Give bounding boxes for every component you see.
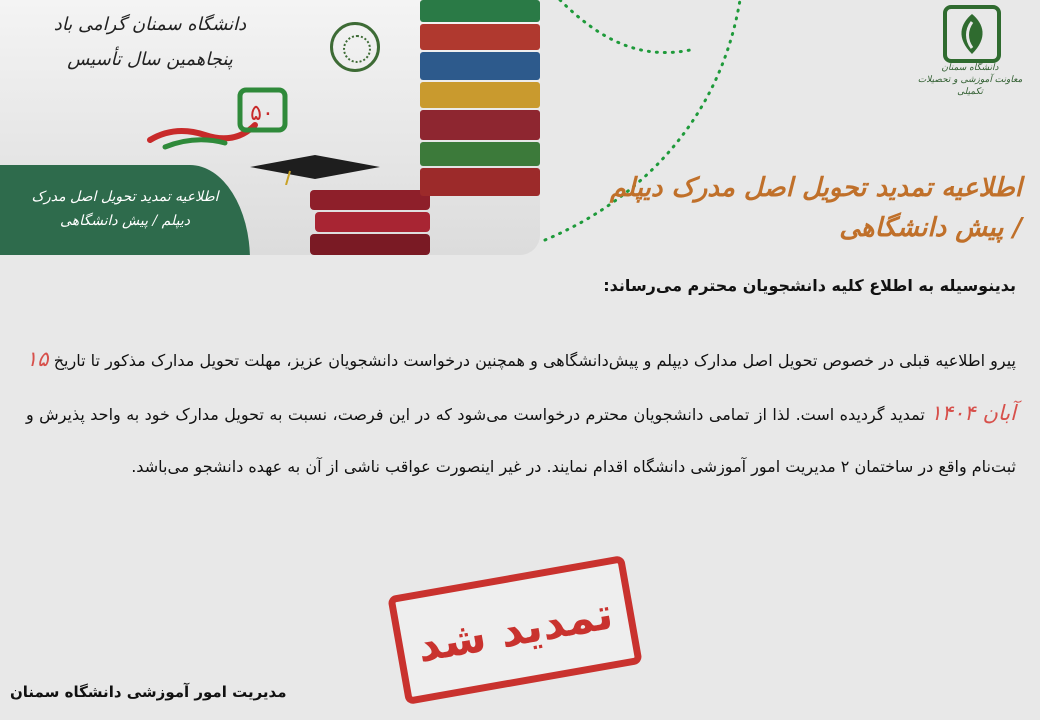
announcement-body-part2: تمدید گردیده است. لذا از تمامی دانشجویان محترم درخواست می‌شود که در این فرصت، نسبت به تحویل مدارک خود به واحد پذیرش و ثبت‌نام واقع در ساختمان ۲ مدیریت امور آموزشی دانشگاه اقدام نمایند. در غیر اینصورت عواقب ناشی از آن به عهده دانشجو می‌باشد. bbox=[26, 405, 1016, 476]
book-green bbox=[420, 0, 540, 22]
graduation-cap-icon bbox=[250, 155, 380, 185]
fiftieth-anniversary-logo bbox=[145, 85, 295, 155]
signature: مدیریت امور آموزشی دانشگاه سمنان bbox=[10, 683, 287, 701]
book-yellow bbox=[420, 82, 540, 108]
book-blue bbox=[420, 52, 540, 80]
book-crimson bbox=[420, 168, 540, 196]
book-maroon bbox=[420, 110, 540, 140]
announcement-intro: بدینوسیله به اطلاع کلیه دانشجویان محترم می‌رساند: bbox=[603, 276, 1016, 295]
banner-caption bbox=[30, 185, 220, 233]
header-banner bbox=[0, 0, 540, 255]
anniversary-text bbox=[40, 14, 260, 70]
announcement-title: اطلاعیه تمدید تحویل اصل مدرک دیپلم / پیش دانشگاهی bbox=[609, 173, 1022, 243]
university-seal-icon bbox=[330, 22, 380, 72]
book-stack-icon bbox=[310, 190, 430, 255]
semnan-university-logo-icon bbox=[942, 4, 1002, 64]
university-logo-caption bbox=[910, 62, 1030, 98]
university-name: دانشگاه سمنان bbox=[941, 63, 999, 73]
deadline-date: ۱۵ آبان ۱۴۰۴ bbox=[26, 347, 1016, 425]
anniversary-line1: دانشگاه سمنان گرامی باد bbox=[53, 14, 247, 35]
announcement-body-part1: پیرو اطلاعیه قبلی در خصوص تحویل اصل مدارک دیپلم و پیش‌دانشگاهی و همچنین درخواست دانشجویان عزیز، مهلت تحویل مدارک مذکور تا تاریخ bbox=[48, 351, 1016, 370]
book-olive bbox=[420, 142, 540, 166]
banner-caption-line1: اطلاعیه تمدید تحویل اصل مدرک bbox=[31, 189, 219, 205]
extended-stamp: تمدید شد bbox=[387, 555, 642, 705]
book-red bbox=[420, 24, 540, 50]
university-dept: معاونت آموزشی و تحصیلات تکمیلی bbox=[917, 75, 1023, 97]
announcement-body bbox=[26, 333, 1016, 493]
anniversary-line2: پنجاهمین سال تأسیس bbox=[67, 49, 233, 70]
stacked-books-decoration bbox=[420, 0, 540, 255]
logo-number: ۵۰ bbox=[250, 101, 274, 126]
banner-caption-line2: دیپلم / پیش دانشگاهی bbox=[60, 213, 190, 229]
